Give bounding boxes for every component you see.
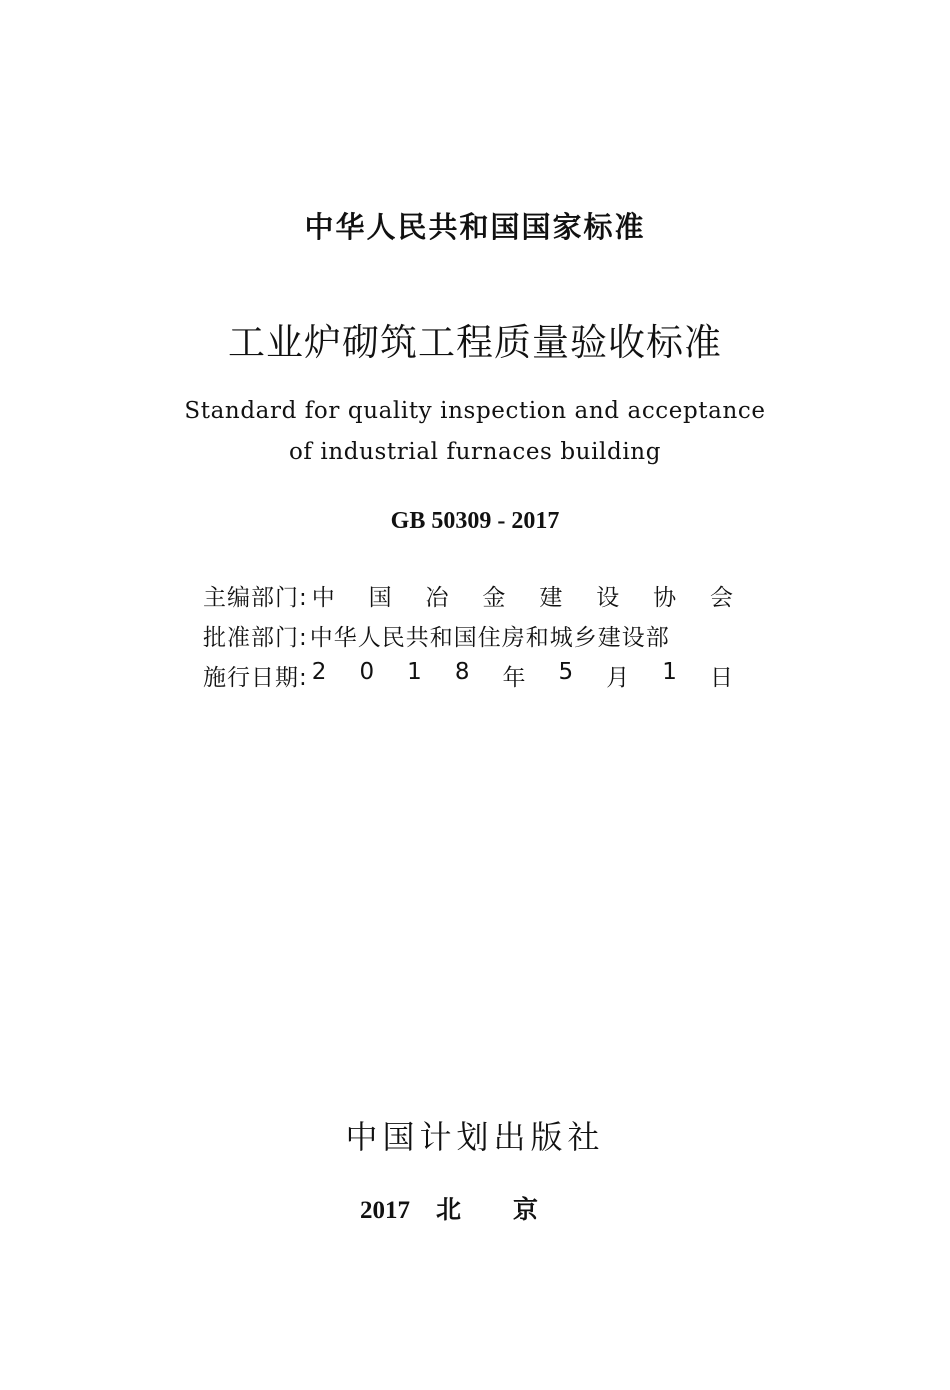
date-char: 5 xyxy=(558,658,574,685)
editor-char: 金 xyxy=(482,584,506,611)
date-char: 月 xyxy=(606,664,630,691)
national-standard-heading: 中华人民共和国国家标准 xyxy=(304,210,646,244)
editor-char: 冶 xyxy=(425,584,449,611)
approver-department-label: 批准部门: xyxy=(203,624,308,651)
editor-char: 建 xyxy=(539,584,563,611)
date-char: 日 xyxy=(709,664,733,691)
editor-department-row xyxy=(203,576,733,614)
editor-department-value xyxy=(308,579,733,612)
standard-title-cn: 工业炉砌筑工程质量验收标准 xyxy=(228,321,722,364)
editor-char: 协 xyxy=(653,584,677,611)
publication-year: 2017 xyxy=(359,1197,410,1224)
publication-city: 北京 xyxy=(435,1195,590,1224)
approver-department-row xyxy=(203,616,733,654)
standard-title-en-line1: Standard for quality inspection and acceptance xyxy=(184,398,766,424)
editor-char: 国 xyxy=(368,584,392,611)
standard-code: GB 50309 - 2017 xyxy=(390,508,560,534)
effective-date-row xyxy=(203,656,733,694)
date-char: 1 xyxy=(407,658,422,685)
date-char: 年 xyxy=(502,664,526,691)
date-char: 1 xyxy=(662,658,677,685)
date-char: 2 xyxy=(311,658,327,685)
editor-char: 设 xyxy=(596,584,620,611)
date-char: 8 xyxy=(454,658,470,685)
publisher-name: 中国计划出版社 xyxy=(345,1118,605,1156)
effective-date-label: 施行日期: xyxy=(203,664,308,691)
date-char: 0 xyxy=(359,658,375,685)
standard-title-en-line2: of industrial furnaces building xyxy=(288,439,662,465)
approver-department-value: 中华人民共和国住房和城乡建设部 xyxy=(309,624,670,651)
editor-char: 会 xyxy=(709,584,733,611)
editor-department-label: 主编部门: xyxy=(203,584,308,611)
effective-date-value xyxy=(308,659,733,692)
editor-char: 中 xyxy=(311,584,335,611)
publication-place-line xyxy=(0,1190,950,1226)
